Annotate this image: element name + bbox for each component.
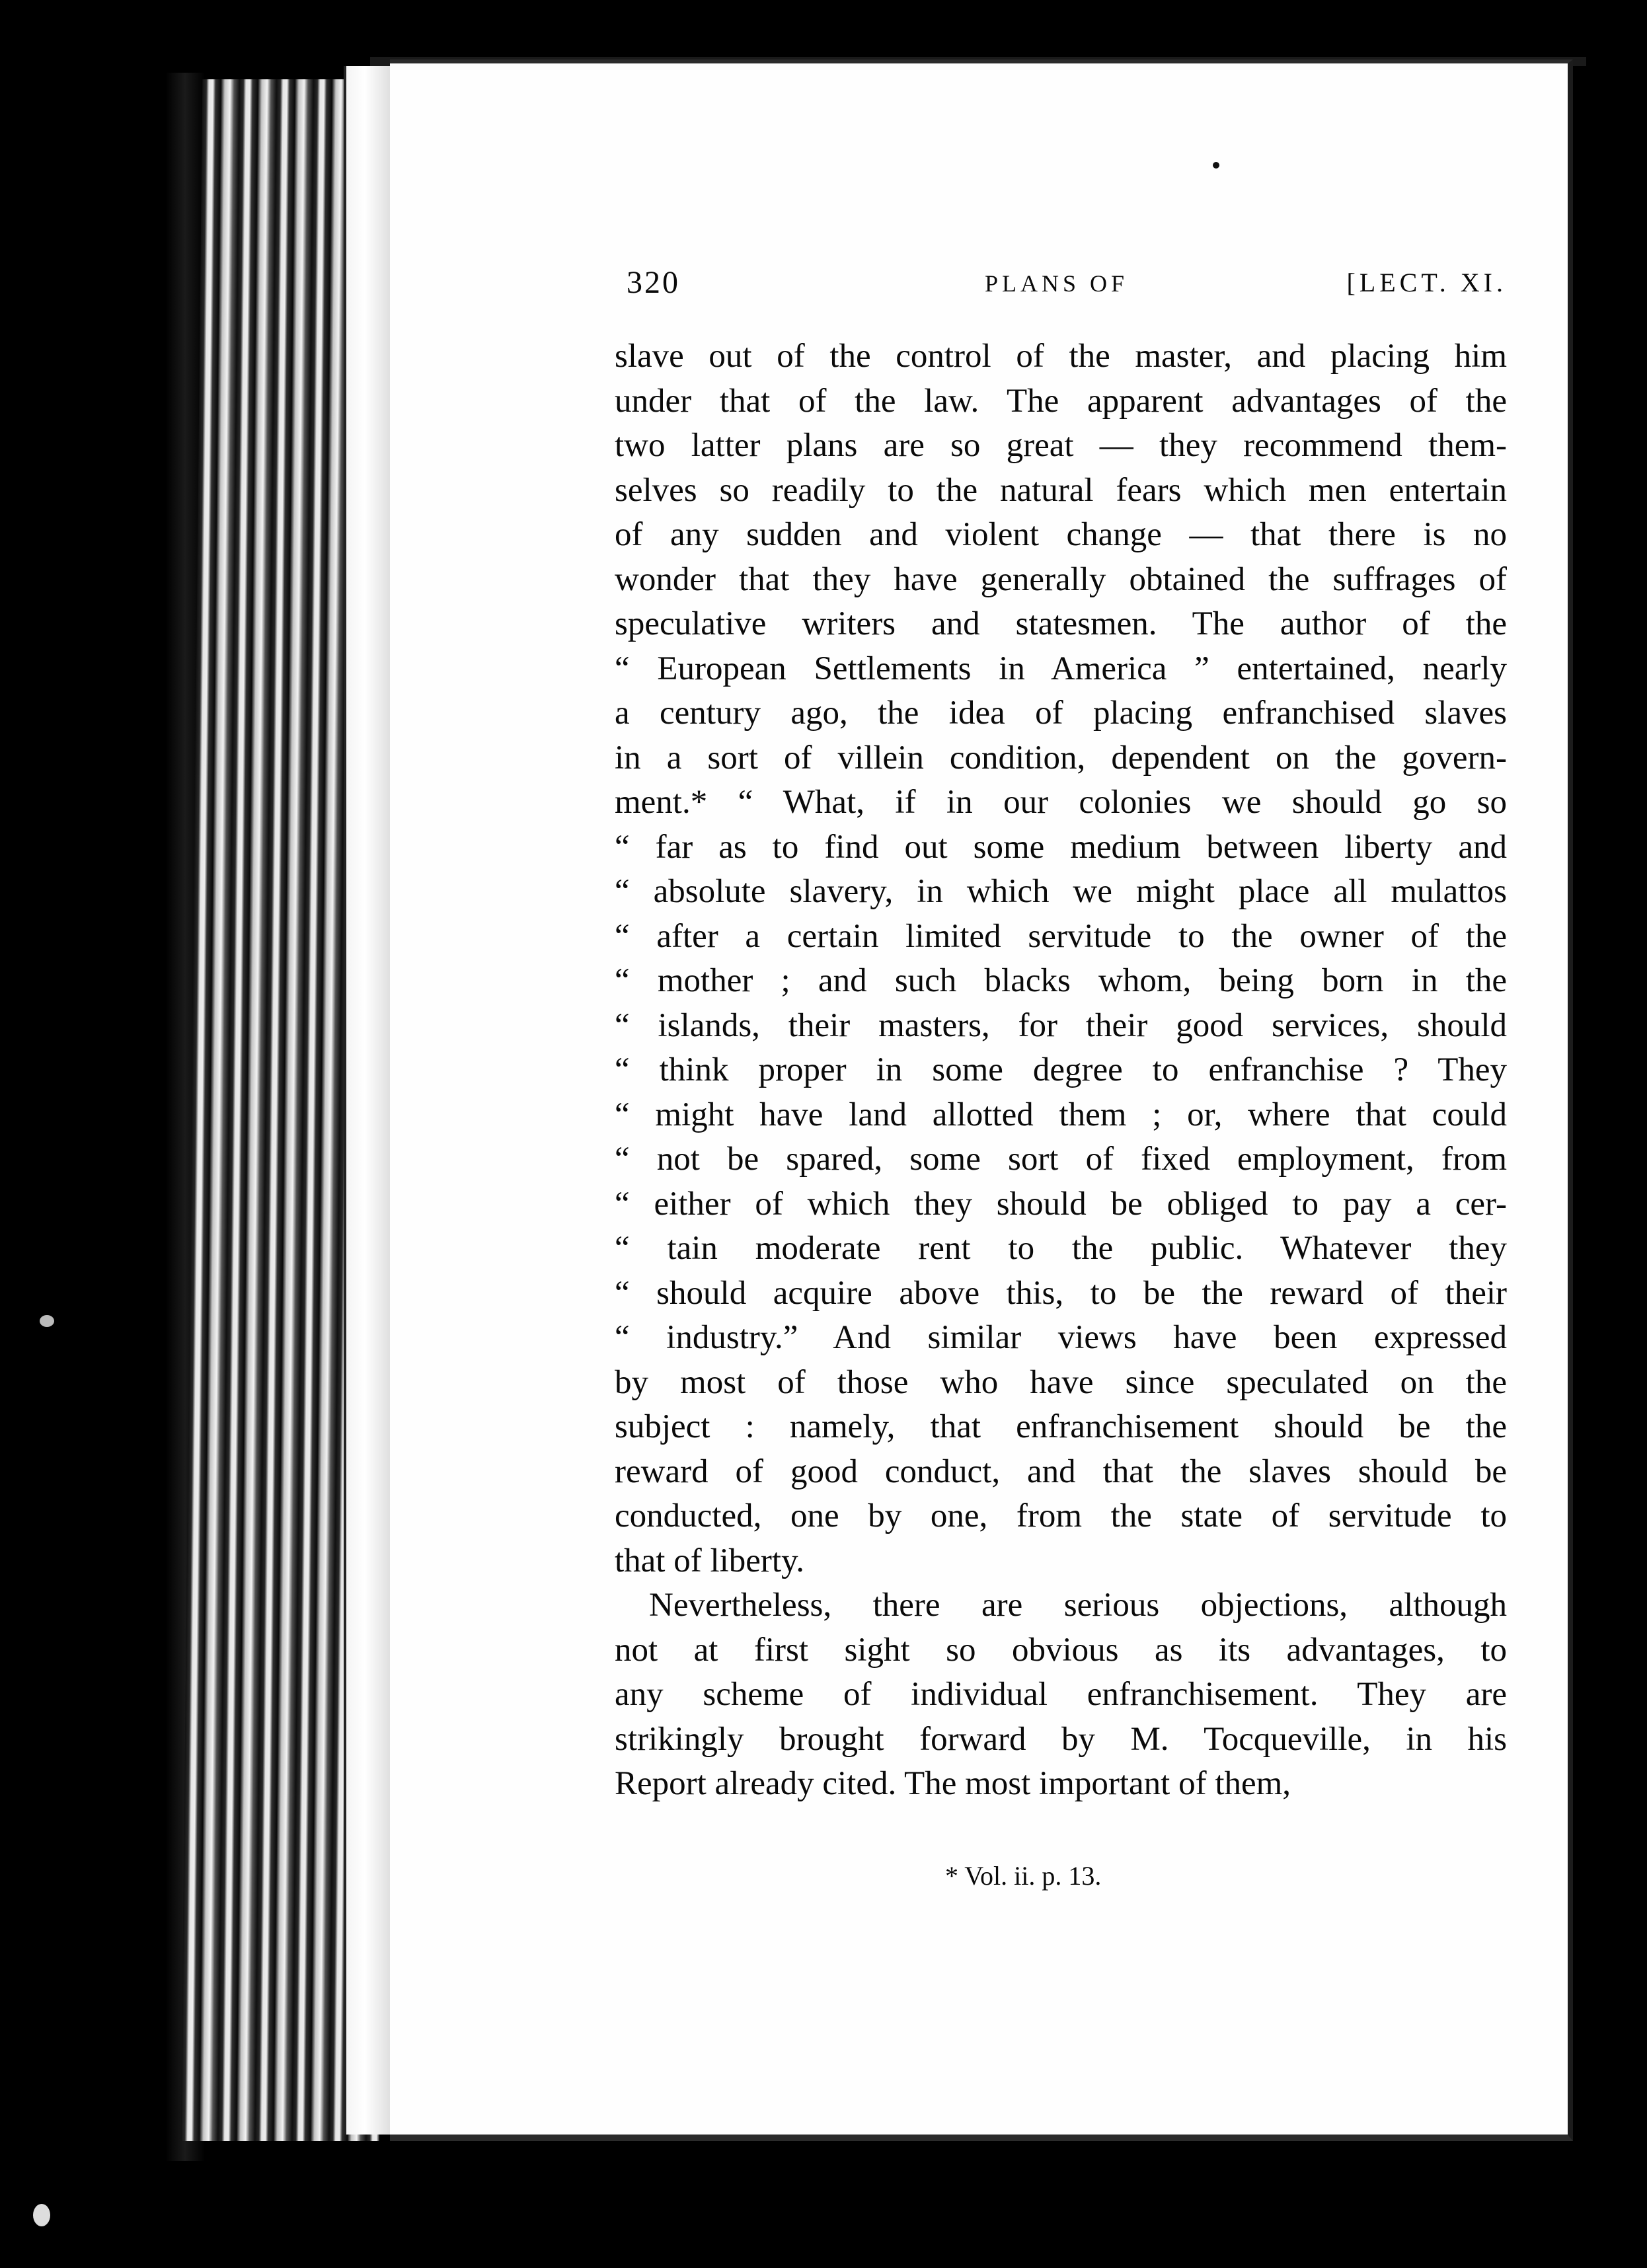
text-line: by most of those who have since speculated on the	[615, 1363, 1507, 1401]
paragraph	[615, 1583, 1507, 1807]
text-line: “ think proper in some degree to enfranchise ? They	[615, 1051, 1507, 1088]
body-text	[615, 334, 1507, 1807]
text-line: that of liberty.	[615, 1542, 805, 1579]
text-line: conducted, one by one, from the state of servitude to	[615, 1497, 1507, 1534]
text-line: ment.* “ What, if in our colonies we should go so	[615, 784, 1507, 821]
text-line: in a sort of villein condition, dependent on the govern-	[615, 739, 1507, 776]
text-line: speculative writers and statesmen. The author of the	[615, 605, 1507, 642]
text-line: “ islands, their masters, for their good services, should	[615, 1006, 1507, 1044]
text-line: “ tain moderate rent to the public. Whatever they	[615, 1230, 1507, 1267]
text-line: “ far as to find out some medium between liberty and	[615, 828, 1507, 866]
footnote: * Vol. ii. p. 13.	[945, 1861, 1102, 1891]
text-line: any scheme of individual enfranchisement. They are	[615, 1676, 1507, 1713]
text-line: “ might have land allotted them ; or, where that could	[615, 1096, 1507, 1133]
text-line: selves so readily to the natural fears which men entertain	[615, 471, 1507, 509]
text-line: wonder that they have generally obtained the suffrages of	[615, 560, 1507, 598]
text-line: two latter plans are so great — they recommend them-	[615, 427, 1507, 464]
running-head	[615, 264, 1507, 311]
text-line: “ not be spared, some sort of fixed employment, from	[615, 1141, 1507, 1178]
scan-artifact	[33, 2204, 50, 2226]
text-line: subject : namely, that enfranchisement should be the	[615, 1408, 1507, 1445]
text-line: “ either of which they should be obliged to pay a cer-	[615, 1185, 1507, 1223]
text-line: Report already cited. The most important of them,	[615, 1765, 1291, 1802]
binding-strip	[344, 66, 397, 2135]
text-line: a century ago, the idea of placing enfranchised slaves	[615, 695, 1507, 732]
text-line: “ mother ; and such blacks whom, being born in the	[615, 962, 1507, 999]
text-line: “ after a certain limited servitude to the owner of the	[615, 917, 1507, 955]
text-line: “ European Settlements in America ” entertained, nearly	[615, 650, 1507, 687]
text-line: not at first sight so obvious as its advantages, to	[615, 1631, 1507, 1669]
text-line: “ absolute slavery, in which we might place all mulattos	[615, 873, 1507, 910]
ink-speck	[1213, 162, 1219, 169]
paragraph	[615, 334, 1507, 1583]
page-number: 320	[627, 265, 680, 300]
text-line: slave out of the control of the master, and placing him	[615, 338, 1507, 375]
text-line: strikingly brought forward by M. Tocqueville, in his	[615, 1720, 1507, 1758]
text-line: “ should acquire above this, to be the reward of their	[615, 1274, 1507, 1312]
text-line: Nevertheless, there are serious objections, although	[649, 1587, 1507, 1624]
text-line: reward of good conduct, and that the slaves should be	[615, 1453, 1507, 1490]
text-line: under that of the law. The apparent advantages of the	[615, 382, 1507, 420]
page-text	[615, 264, 1507, 1807]
text-line: of any sudden and violent change — that there is no	[615, 516, 1507, 553]
running-head-title: PLANS OF	[985, 270, 1129, 297]
running-head-lecture: [LECT. XI.	[1346, 268, 1507, 297]
text-line: “ industry.” And similar views have been expressed	[615, 1319, 1507, 1356]
scan-artifact	[40, 1315, 54, 1327]
